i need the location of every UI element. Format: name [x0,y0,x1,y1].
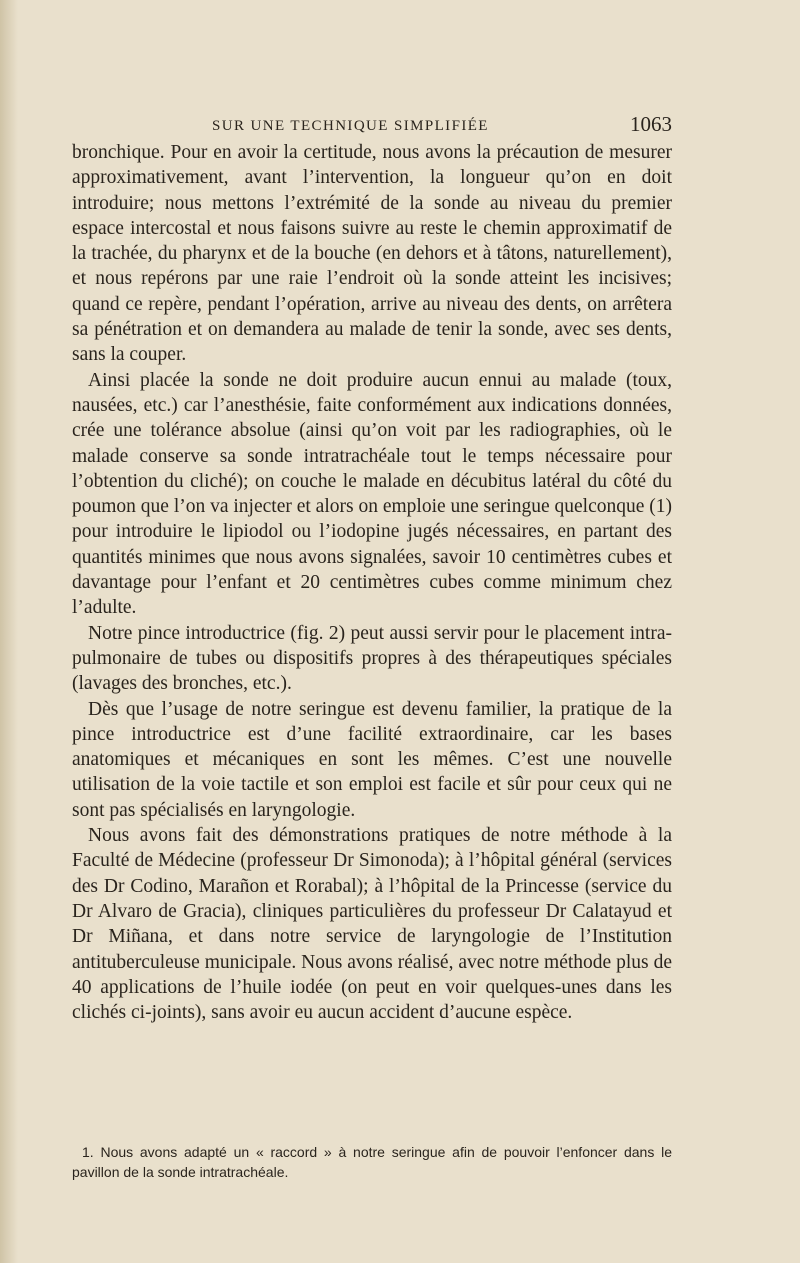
footnote-text: Nous avons adapté un « raccord » à notre seringue afin de pouvoir l’enfoncer dans le pavillon de la sonde intratrachéale. [72,1144,673,1180]
footnote-mark: 1. [82,1144,94,1160]
body-text [72,140,672,1025]
paragraph-5: Nous avons fait des démonstrations pratiques de notre méthode à la Faculté de Médecine (professeur Dr Simonoda); à l’hôpital général (services des Dr Codino, Marañon et Rorabal); à l’hôpital de la Princesse (service du Dr Alvaro de Gracia), cliniques particulières du professeur Dr Calatayud et Dr Miñana, et dans notre service de laryngologie de l’Institution antituberculeuse municipale. Nous avons réalisé, avec notre méthode plus de 40 applications de l’huile iodée (on peut en voir quelques-unes dans les clichés ci-joints), sans avoir eu aucun accident d’aucune espèce. [72,825,672,1024]
paragraph-1: bronchique. Pour en avoir la certitude, nous avons la précaution de mesurer approximativement, avant l’intervention, la longueur qu’on en doit introduire; nous mettons l’extrémité de la sonde au niveau du premier espace intercostal et nous faisons suivre au reste le chemin approximatif de la trachée, du pharynx et de la bouche (en dehors et à tâtons, naturellement), et nous repérons par une raie l’endroit où la sonde atteint les incisives; quand ce repère, pendant l’opération, arrive au niveau des dents, on arrêtera sa pénétration et on demandera au malade de tenir la sonde, avec ses dents, sans la couper. [72,142,672,366]
page-number: 1063 [630,112,672,136]
paragraph-2: Ainsi placée la sonde ne doit produire aucun ennui au malade (toux, nausées, etc.) car l’anesthésie, faite conformément aux indications données, crée une tolérance absolue (ainsi qu’on voit par les radiographies, où le malade conserve sa sonde intratrachéale tout le temps nécessaire pour l’obtention du cliché); on couche le malade en décubitus latéral du côté du poumon que l’on va injecter et alors on emploie une seringue quelconque (1) pour introduire le lipiodol ou l’iodopine jugés nécessaires, en partant des quantités minimes que nous avons signalées, savoir 10 centimètres cubes et davantage pour l’enfant et 20 centimètres cubes comme minimum chez l’adulte. [72,369,672,619]
running-title: SUR UNE TECHNIQUE SIMPLIFIÉE [212,118,489,134]
footnote [72,1142,672,1182]
paragraph-3: Notre pince introductrice (fig. 2) peut aussi servir pour le placement intra-pulmonaire de tubes ou dispositifs propres à des thérapeutiques spéciales (lavages des bronches, etc.). [72,622,672,695]
paragraph-4: Dès que l’usage de notre seringue est devenu familier, la pratique de la pince introductrice est d’une facilité extraordinaire, car les bases anatomiques et mécaniques en sont les mêmes. C’est une nouvelle utilisation de la voie tactile et son emploi est facile et sûr pour ceux qui ne sont pas spécialisés en laryngologie. [72,698,672,821]
scan-edge-shadow [0,0,18,1263]
page-header [72,110,672,140]
book-page [72,110,672,1025]
